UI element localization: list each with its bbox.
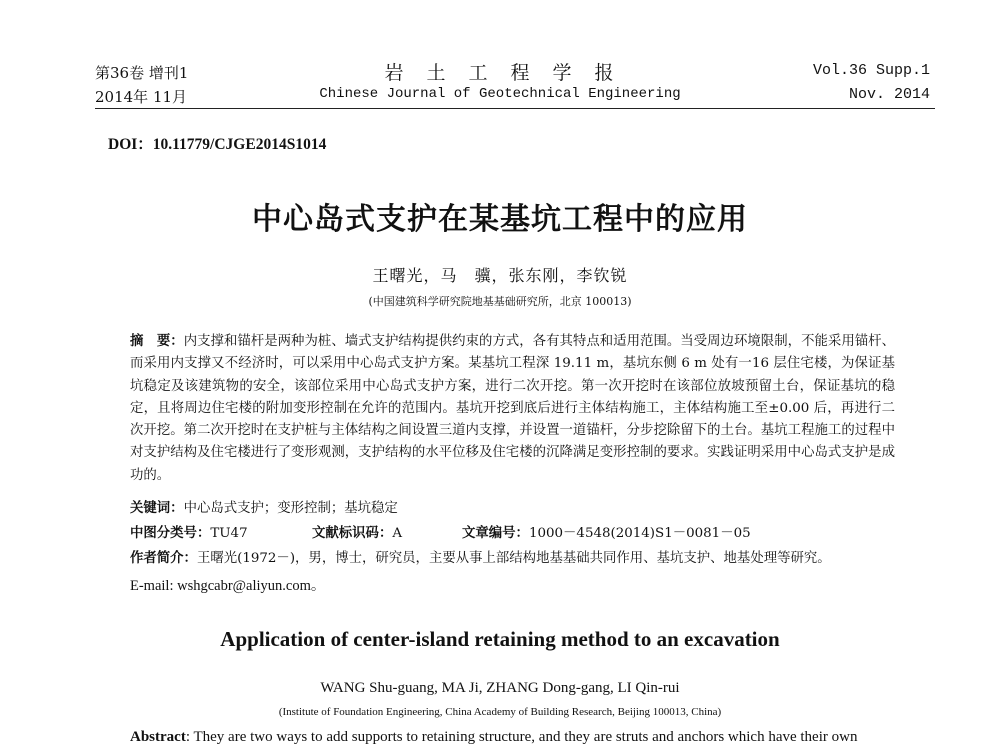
authors-en: WANG Shu-guang, MA Ji, ZHANG Dong-gang, LI Qin-rui	[320, 680, 680, 696]
author-bio-text: 王曙光(1972－)，男，博士，研究员，主要从事上部结构地基基础共同作用、基坑支护、地基处理等研究。	[196, 551, 831, 566]
classification-clc	[130, 522, 248, 541]
abstract-cn-label: 摘 要：	[130, 333, 184, 349]
doc-code-label: 文献标识码：	[312, 525, 393, 541]
clc-label: 中图分类号：	[130, 525, 211, 541]
classification-article	[462, 522, 751, 541]
abstract-en	[130, 729, 900, 746]
author-email: E-mail: wshgcabr@aliyun.com。	[130, 578, 326, 594]
affiliation-cn: (中国建筑科学研究院地基基础研究所，北京 100013)	[368, 295, 632, 308]
authors-cn: 王曙光，马 骥，张东刚，李钦锐	[372, 266, 628, 285]
keywords	[130, 497, 398, 516]
article-no-label: 文章编号：	[462, 525, 529, 541]
article-no-value: 1000－4548(2014)S1－0081－05	[528, 526, 751, 541]
volume-en: Vol.36 Supp.1	[812, 62, 930, 79]
journal-title-cn: 岩 土 工 程 学 报	[384, 62, 616, 84]
keywords-label: 关键词：	[130, 500, 184, 516]
doc-code-value: A	[392, 526, 403, 541]
classification-doc	[312, 522, 402, 541]
journal-title-en: Chinese Journal of Geotechnical Engineering	[319, 86, 681, 102]
author-bio-label: 作者简介：	[130, 550, 197, 566]
clc-value: TU47	[210, 526, 248, 541]
paper-title-en: Application of center-island retaining method to an excavation	[220, 627, 780, 651]
author-bio	[130, 547, 831, 566]
abstract-en-text: : They are two ways to add supports to retaining structure, and they are struts and anchors which have their own	[185, 729, 858, 745]
date-cn: 2014年 11月	[95, 88, 188, 106]
keywords-text: 中心岛式支护；变形控制；基坑稳定	[183, 501, 398, 516]
abstract-cn	[130, 330, 895, 487]
doi: DOI：10.11779/CJGE2014S1014	[108, 136, 327, 153]
paper-title-cn: 中心岛式支护在某基坑工程中的应用	[252, 202, 748, 237]
date-en: Nov. 2014	[848, 86, 930, 103]
volume-cn: 第36卷 增刊1	[95, 64, 189, 82]
abstract-en-label: Abstract	[130, 729, 186, 745]
header-rule	[95, 108, 935, 109]
affiliation-en: (Institute of Foundation Engineering, China Academy of Building Research, Beijing 100013, China)	[278, 706, 722, 718]
abstract-cn-text: 内支撑和锚杆是两种为桩、墙式支护结构提供约束的方式，各有其特点和适用范围。当受周边环境限制，不能采用锚杆、而采用内支撑又不经济时，可以采用中心岛式支护方案。某基坑工程深 19.11 m，基坑东侧 6 m 处有一16 层住宅楼，为保证基坑稳定及该建筑物的安全，该部位采用中心岛式支护方案，进行二次开挖。第一次开挖时在该部位放坡预留土台，保证基坑的稳定，且将周边住宅楼的附加变形控制在允许的范围内。基坑开挖到底后进行主体结构施工，主体结构施工至±0.00 后，再进行二次开挖。第二次开挖时在支护桩与主体结构之间设置三道内支撑，并设置一道锚杆，分步挖除留下的土台。基坑工程施工的过程中对支护结构及住宅楼进行了变形观测，支护结构的水平位移及住宅楼的沉降满足变形控制的要求。实践证明采用中心岛式支护是成功的。	[130, 334, 895, 483]
